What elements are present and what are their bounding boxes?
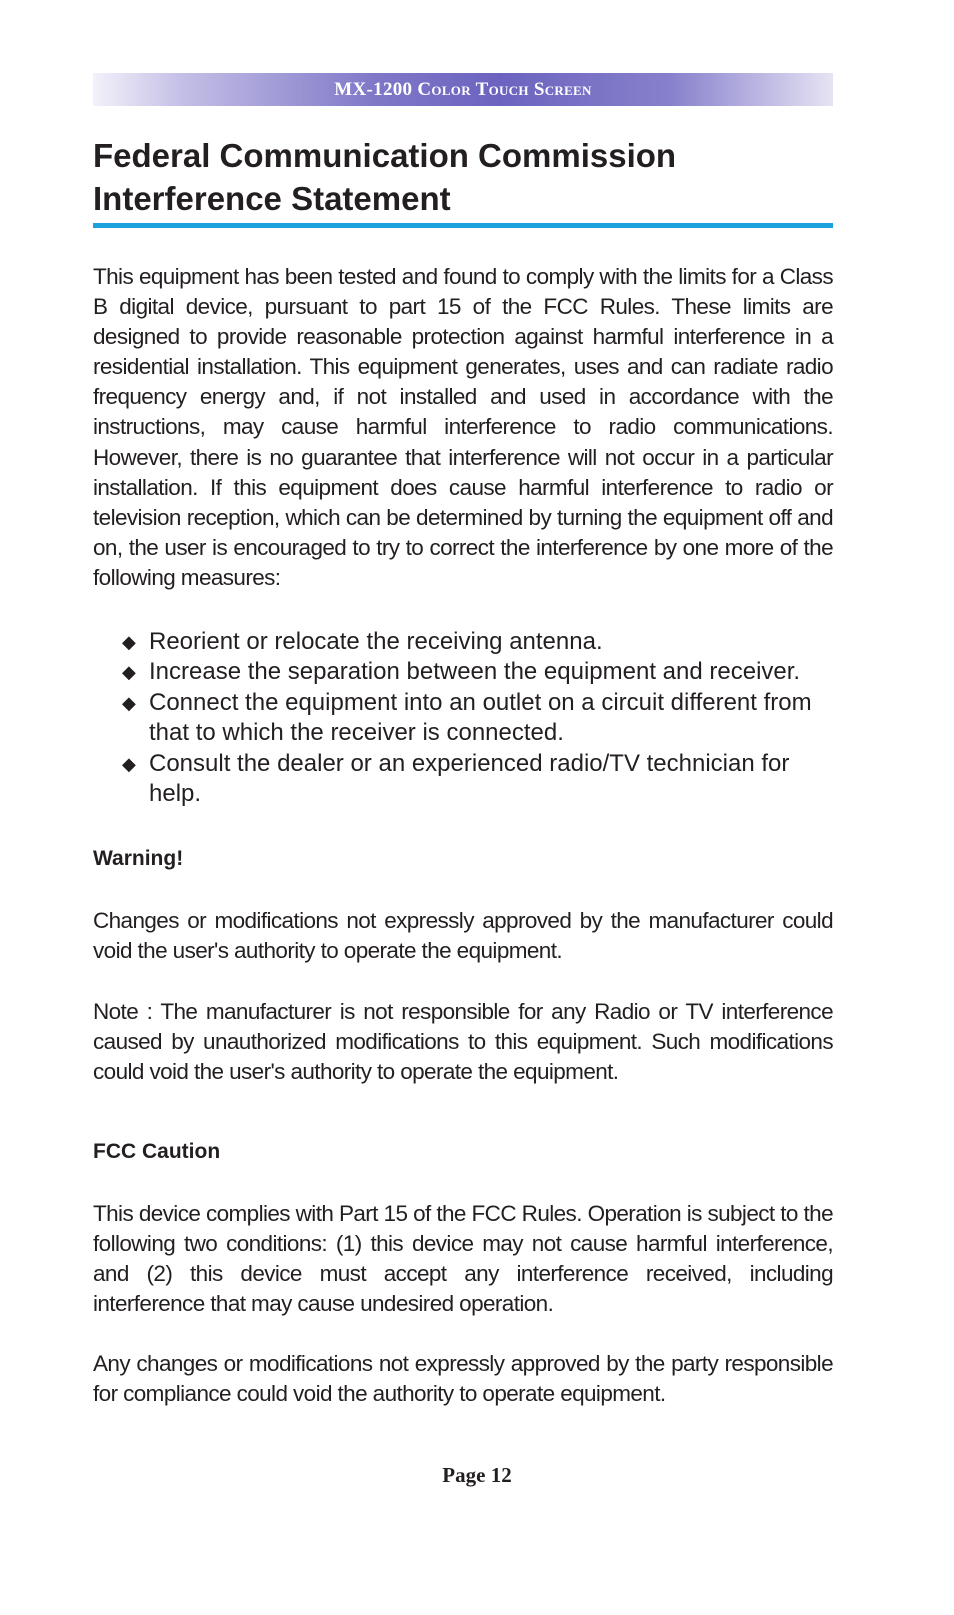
measures-list	[122, 627, 837, 809]
diamond-icon: ◆	[122, 662, 136, 683]
fcc-caution-heading: FCC Caution	[93, 1140, 221, 1163]
list-item-text: Connect the equipment into an outlet on a circuit different from that to which the receiver is connected.	[149, 688, 812, 747]
diamond-icon: ◆	[122, 632, 136, 652]
list-item-text: Consult the dealer or an experienced radio/TV technician for help.	[149, 749, 790, 808]
title-rule	[93, 223, 833, 228]
page-title-line-1: Federal Communication Commission	[93, 137, 677, 174]
diamond-icon: ◆	[122, 753, 136, 774]
page-number: Page 12	[442, 1463, 512, 1487]
header-title: MX-1200 Color Touch Screen	[334, 79, 592, 100]
list-item	[122, 749, 837, 810]
list-item-text: Increase the separation between the equipment and receiver.	[149, 658, 801, 686]
header-band	[93, 73, 833, 106]
fcc-caution-paragraph-1: This device complies with Part 15 of the FCC Rules. Operation is subject to the following two conditions: (1) this device may not cause harmful interference, and (2) this device must accept any interference received, including interference that may cause undesired operation.	[93, 1201, 833, 1317]
list-item	[122, 688, 837, 749]
fcc-caution-paragraph-2: Any changes or modifications not expressly approved by the party responsible for compliance could void the authority to operate equipment.	[93, 1351, 833, 1407]
warning-paragraph: Changes or modifications not expressly approved by the manufacturer could void the user's authority to operate the equipment.	[93, 908, 833, 964]
page-title	[93, 134, 833, 220]
list-item	[122, 657, 837, 687]
list-item	[122, 627, 837, 657]
page-title-line-2: Interference Statement	[93, 180, 451, 217]
diamond-icon: ◆	[122, 692, 136, 713]
list-item-text: Reorient or relocate the receiving antenna.	[149, 628, 603, 655]
intro-paragraph: This equipment has been tested and found to comply with the limits for a Class B digital device, pursuant to part 15 of the FCC Rules. These limits are designed to provide reasonable protection against harmful interference in a residential installation. This equipment generates, uses and can radiate radio frequency energy and, if not installed and used in accordance with the instructions, may cause harmful interference to radio communications. However, there is no guarantee that interference will not occur in a particular installation. If this equipment does cause harmful interference to radio or television reception, which can be determined by turning the equipment off and on, the user is encouraged to try to correct the interference by one more of the following measures:	[93, 264, 833, 590]
warning-heading: Warning!	[93, 847, 184, 870]
note-paragraph: Note : The manufacturer is not responsible for any Radio or TV interference caused by unauthorized modifications to this equipment. Such modifications could void the user's authority to operate the equipment.	[93, 999, 833, 1085]
